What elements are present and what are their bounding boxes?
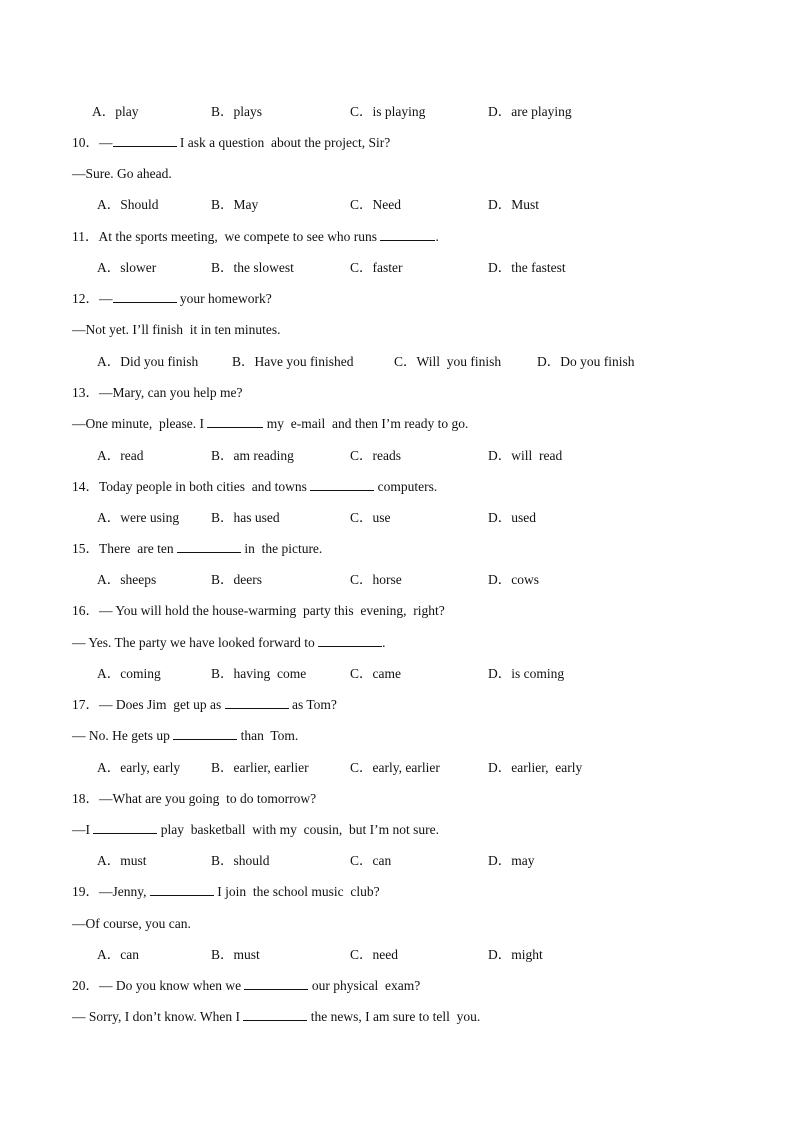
q15-option-d: D．cows: [488, 572, 539, 587]
q10-number: 10．: [72, 135, 99, 150]
q19-reply: —Of course, you can.: [72, 916, 191, 931]
q19-text: 19．—Jenny,: [72, 884, 150, 899]
q12-reply: —Not yet. I’ll finish it in ten minutes.: [72, 322, 281, 337]
q10-option-d: D．Must: [488, 197, 540, 212]
q12-text: your homework?: [176, 291, 272, 306]
q13-blank: [207, 415, 263, 428]
q20-stem: [72, 977, 420, 995]
q12-option-a: A．Did you finish: [97, 354, 199, 369]
q15-option-c: C．horse: [350, 572, 402, 587]
q20-reply: [72, 1008, 480, 1026]
q15-blank: [177, 540, 241, 553]
q19-stem: [72, 883, 380, 901]
q18-option-d: D．may: [488, 853, 535, 868]
q12-number: 12．—: [72, 291, 113, 306]
q13-reply-text-end: my e-mail and then I’m ready to go.: [263, 416, 469, 431]
q18-reply: [72, 821, 439, 839]
q18-reply-text-end: play basketball with my cousin, but I’m not sure.: [157, 822, 439, 837]
q19-option-a: A．can: [97, 947, 139, 962]
q18-stem: 18．—What are you going to do tomorrow?: [72, 791, 317, 806]
q11-stem: [72, 228, 439, 246]
q9-option-a: A．play: [92, 104, 139, 119]
q13-option-a: A．read: [97, 448, 144, 463]
q10-text: I ask a question about the project, Sir?: [176, 135, 391, 150]
q13-reply-text: —One minute, please. I: [72, 416, 208, 431]
q11-option-c: C．faster: [350, 260, 403, 275]
q14-option-d: D．used: [488, 510, 536, 525]
q14-text-end: computers.: [374, 479, 438, 494]
q19-option-c: C．need: [350, 947, 398, 962]
q12-stem: [72, 290, 272, 308]
q19-option-d: D．might: [488, 947, 543, 962]
q19-text-end: I join the school music club?: [213, 884, 380, 899]
q12-option-d: D．Do you finish: [537, 354, 635, 369]
q17-option-c: C．early, earlier: [350, 760, 440, 775]
q14-blank: [310, 478, 374, 491]
q10-option-c: C．Need: [350, 197, 401, 212]
q13-reply: [72, 415, 468, 433]
q18-option-b: B．should: [211, 853, 270, 868]
q17-reply-text-end: than Tom.: [237, 728, 299, 743]
q13-option-b: B．am reading: [211, 448, 294, 463]
q20-text: 20．— Do you know when we: [72, 978, 245, 993]
q12-option-c: C．Will you finish: [394, 354, 502, 369]
q11-blank: [380, 228, 435, 241]
q9-option-c: C．is playing: [350, 104, 426, 119]
q10-option-a: A．Should: [97, 197, 159, 212]
q16-stem: 16．— You will hold the house-warming party this evening, right?: [72, 603, 445, 618]
q10-blank: [113, 134, 177, 147]
q20-text-end: our physical exam?: [308, 978, 421, 993]
q20-reply-text: — Sorry, I don’t know. When I: [72, 1009, 244, 1024]
q18-reply-text: —I: [72, 822, 94, 837]
q17-option-b: B．earlier, earlier: [211, 760, 309, 775]
q15-text: 15．There are ten: [72, 541, 177, 556]
q14-option-b: B．has used: [211, 510, 280, 525]
q17-text: 17．— Does Jim get up as: [72, 697, 225, 712]
q13-option-d: D．will read: [488, 448, 563, 463]
q14-option-a: A．were using: [97, 510, 180, 525]
q16-blank: [318, 634, 382, 647]
q17-text-end: as Tom?: [288, 697, 337, 712]
q9-option-d: D．are playing: [488, 104, 572, 119]
q12-blank: [113, 290, 177, 303]
q11-option-b: B．the slowest: [211, 260, 294, 275]
q19-option-b: B．must: [211, 947, 260, 962]
q11-option-d: D．the fastest: [488, 260, 566, 275]
q17-blank-2: [173, 727, 237, 740]
q16-reply: [72, 634, 385, 652]
q17-reply: [72, 727, 298, 745]
q15-option-a: A．sheeps: [97, 572, 157, 587]
q16-option-d: D．is coming: [488, 666, 565, 681]
q16-option-a: A．coming: [97, 666, 161, 681]
q10-reply: —Sure. Go ahead.: [72, 166, 172, 181]
q10-dash: —: [99, 135, 113, 150]
q11-option-a: A．slower: [97, 260, 157, 275]
q20-blank-1: [244, 977, 308, 990]
q12-option-b: B．Have you finished: [232, 354, 354, 369]
q9-option-b: B．plays: [211, 104, 263, 119]
q14-option-c: C．use: [350, 510, 391, 525]
q14-stem: [72, 478, 437, 496]
q15-text-end: in the picture.: [240, 541, 323, 556]
q15-option-b: B．deers: [211, 572, 262, 587]
q18-option-a: A．must: [97, 853, 147, 868]
q17-option-a: A．early, early: [97, 760, 181, 775]
q16-option-c: C．came: [350, 666, 401, 681]
q18-blank: [93, 821, 157, 834]
q10-option-b: B．May: [211, 197, 259, 212]
q17-blank-1: [225, 696, 289, 709]
q11-text: 11．At the sports meeting, we compete to see who runs: [72, 229, 381, 244]
q13-option-c: C．reads: [350, 448, 401, 463]
q17-reply-text: — No. He gets up: [72, 728, 174, 743]
q14-text: 14．Today people in both cities and towns: [72, 479, 311, 494]
q13-stem: 13．—Mary, can you help me?: [72, 385, 243, 400]
q19-blank: [150, 883, 214, 896]
q17-stem: [72, 696, 337, 714]
q20-blank-2: [243, 1008, 307, 1021]
q16-reply-text: — Yes. The party we have looked forward to: [72, 635, 319, 650]
q16-option-b: B．having come: [211, 666, 307, 681]
q10-stem: [72, 134, 390, 152]
q11-text-end: .: [435, 229, 439, 244]
q16-reply-text-end: .: [382, 635, 386, 650]
q20-reply-text-end: the news, I am sure to tell you.: [307, 1009, 481, 1024]
q15-stem: [72, 540, 322, 558]
q17-option-d: D．earlier, early: [488, 760, 583, 775]
q18-option-c: C．can: [350, 853, 392, 868]
